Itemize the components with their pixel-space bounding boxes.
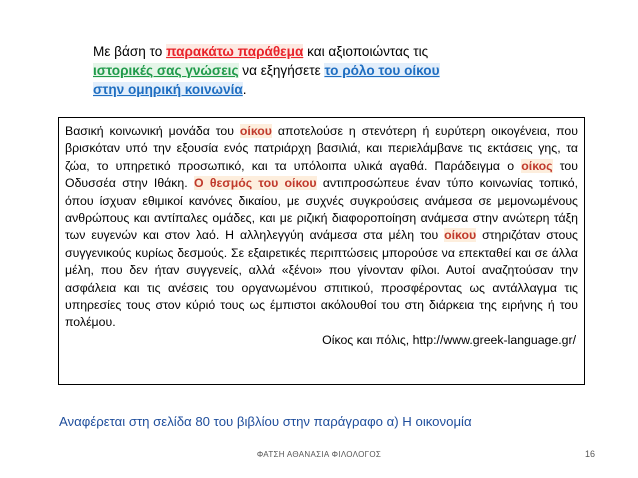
source-passage-box: [58, 117, 585, 385]
passage-source-citation: Οίκος και πόλις, http://www.greek-language.gr/: [322, 332, 576, 347]
passage-text: αντιπροσώπευε έναν τύπο κοινωνίας τοπικό, όπου ίσχυαν εθιμικοί κανόνες δικαίου, με συχνές συγκρούσεις ανάμεσα σε μεμονωμένους ανθρώπους και αντίπαλες ομάδες, και με ριζική διαφοροποίηση ανάμεσα στην ανώτερη τάξη των ευγενών και στον λαό. Η αλληλεγγύη ανάμεσα στα μέλη του: [65, 176, 579, 243]
prompt-text-end: .: [242, 82, 247, 97]
highlight-homeric-society: στην ομηρική κοινωνία: [93, 82, 243, 97]
highlight-passage-phrase: παρακάτω παράθεμα: [166, 44, 304, 59]
keyword-oikou: οίκου: [444, 228, 477, 243]
passage-text: αποτελούσε η στενότερη ή ευρύτερη οικογένεια, που βρισκόταν υπό την εξουσία ενός πατριάρχη βασιλιά, και περιελάμβανε τις εκτάσεις γης, τα ζώα, το υπηρετικό προσωπικό, και τα υπόλοιπα υλικά αγαθά. Παράδειγμα ο: [65, 124, 578, 173]
prompt-text-3: να εξηγήσετε: [238, 63, 325, 78]
prompt-text-1: Με βάση το: [93, 44, 167, 59]
keyword-oikou: οίκου: [239, 124, 272, 138]
keyword-thesmos-oikou: Ο θεσμός του οίκου: [193, 176, 317, 191]
question-prompt: [93, 42, 563, 99]
passage-text: στηριζόταν στους συγγενικούς κυρίως δεσμούς. Σε εξαιρετικές περιπτώσεις μπορούσε να επεκταθεί και σε άλλα μέλη, που δεν ήταν συγγενείς, αλλά «ξένοι» που γίνονταν φίλοι. Αυτοί αναζητούσαν την ασφάλεια και τις ανέσεις του οργανωμένου σπιτικού, προσφέροντας ως αντάλλαγμα τις υπηρεσίες τους στον κύριό τους ως έμπιστοι ακόλουθοί του στη διάρκεια της ειρήνης ή του πολέμου.: [65, 228, 578, 330]
footer-author: ΦΑΤΣΗ ΑΘΑΝΑΣΙΑ ΦΙΛΟΛΟΓΟΣ: [256, 450, 382, 459]
textbook-reference-note: Αναφέρεται στη σελίδα 80 του βιβλίου στην παράγραφο α) Η οικονομία: [59, 414, 472, 429]
page-number: 16: [585, 449, 596, 459]
highlight-role-of-oikos: το ρόλο του οίκου: [324, 63, 440, 78]
passage-text: του Οδυσσέα στην Ιθάκη.: [65, 158, 578, 191]
prompt-text-2: και αξιοποιώντας τις: [303, 44, 429, 59]
keyword-oikos: οίκος: [521, 158, 553, 173]
highlight-historical-knowledge: ιστορικές σας γνώσεις: [93, 63, 239, 78]
passage-text: Βασική κοινωνική μονάδα του: [65, 124, 240, 138]
